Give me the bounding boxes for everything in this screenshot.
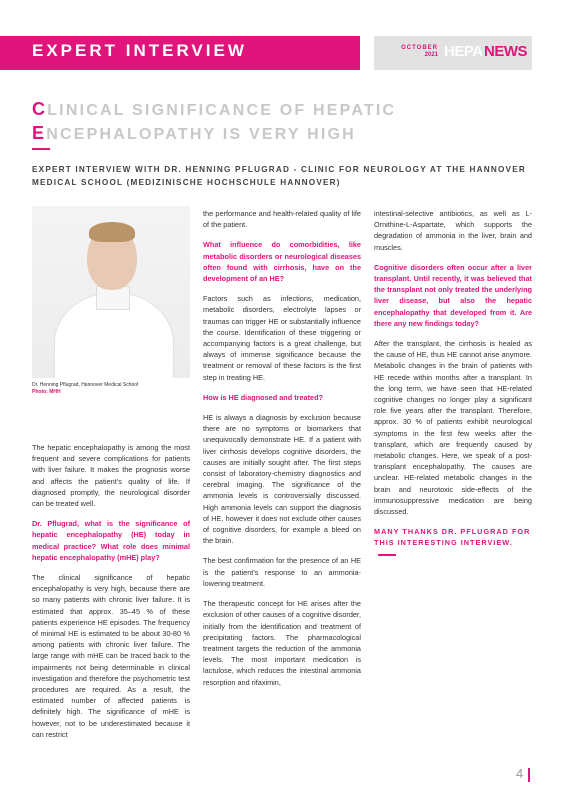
closing-thanks-text: MANY THANKS DR. PFLUGRAD FOR THIS INTERESTING INTERVIEW. [374, 527, 531, 548]
column-3 [374, 208, 532, 569]
interview-question: How is HE diagnosed and treated? [203, 392, 324, 402]
issue-month: OCTOBER [401, 45, 438, 51]
paragraph: HE is always a diagnosis by exclusion because there are no symptoms or biomarkers that unequivocally demonstrate HE. If a patient with liver cirrhosis develops cognitive disorders, the causes are initially sought after. The first steps consist of laboratory-chemistry diagnostics and cerebral imaging. The significance of the ammonia levels is controversially discussed. High ammonia levels can support the diagnosis of HE, however it does not exclude other causes of cognitive disorders, for example a bleed on the brain. [203, 413, 361, 546]
brand-news: NEWS [484, 43, 527, 60]
paragraph: The best confirmation for the presence of an HE is the patient’s response to an ammonia-lowering treatment. [203, 556, 361, 588]
photo-credit: Photo: MHH [32, 389, 61, 395]
column-2 [203, 208, 361, 697]
closing-rule [378, 554, 396, 556]
paragraph: The clinical significance of hepatic encephalopathy is very high, because there are so many patients with chronic liver failure. It is estimated that approx. 35–45 % of these patients experience HE episodes. The frequency of minimal HE is estimated to be about 30-80 % among patients with chronic liver failure. The large range with mHE can be traced back to the impairments not being determinable in clinical investigation and therefore the psychometric test procedures are required. As a result, the estimated number of affected patients is definitely high. The significance of mHE is however, not to be underestimated because it can restrict [32, 573, 190, 739]
photo-hair [89, 222, 135, 242]
paragraph: The therapeutic concept for HE arises after the exclusion of other causes of a cognitive disorder, initially from the identification and treatment of precipitating factors. The pharmacological treatment targets the reduction of the ammonia levels. The most important medication is lactulose, which reduces the intestinal ammonia resorption and rifaximin, [203, 599, 361, 687]
interview-question: What influence do comorbidities, like metabolic disorders or neurological diseases often found with cirrhosis, have on the development of an HE? [203, 240, 361, 284]
article-subheading: EXPERT INTERVIEW WITH DR. HENNING PFLUGRAD - CLINIC FOR NEUROLOGY AT THE HANNOVER MEDICAL SCHOOL (MEDIZINISCHE HOCHSCHULE HANNOVER) [32, 165, 526, 187]
paragraph: Factors such as infections, medication, metabolic disorders, electrolyte lapses or traumas can trigger HE or substantially influence the course. Identification of these triggering or accompanying factors is a great challenge, but always of immense significance because the treatment or removal of these factors is the first step in treating HE. [203, 294, 361, 382]
page-number-bar [528, 768, 530, 782]
portrait-photo [32, 206, 190, 378]
section-title: EXPERT INTERVIEW [32, 41, 247, 60]
photo-caption-text: Dr. Henning Pflugrad, Hannover Medical School [32, 382, 139, 388]
interview-question: Cognitive disorders often occur after a liver transplant. Until recently, it was believed that the transplant not only treated the underlying liver disease, but also the hepatic encephalopathy that developed from it. Are there any new findings today? [374, 262, 532, 328]
section-banner [0, 36, 360, 70]
page-number: 4 [516, 766, 524, 781]
title-line-1: LINICAL SIGNIFICANCE OF HEPATIC [47, 102, 397, 119]
title-rule [32, 148, 50, 150]
title-line-2: NCEPHALOPATHY IS VERY HIGH [46, 126, 356, 143]
brand-hepa: HEPA [444, 43, 483, 60]
photo-caption [32, 382, 138, 396]
column-1 [32, 442, 190, 749]
paragraph: the performance and health-related quality of life of the patient. [203, 209, 361, 230]
title-initial-1: C [32, 99, 48, 119]
paragraph: intestinal-selective antibiotics, as well as L-Ornithine-L-Aspartate, which supports the degradation of ammonia in the liver, brain and muscles. [374, 209, 532, 252]
article-title [32, 98, 522, 146]
closing-thanks [374, 526, 532, 560]
title-initial-2: E [32, 123, 47, 143]
interview-question: Dr. Pflugrad, what is the significance of hepatic encephalopathy (HE) today in medical practice? What role does minimal hepatic encephalopathy (mHE) play? [32, 519, 190, 562]
paragraph: After the transplant, the cirrhosis is healed as the cause of HE, thus HE cannot arise anymore. Metabolic changes in the brain of patients with HE recede within months after a transplant. In the long term, we have seen that HE-related cognitive changes no longer play a significant role five years after the transplant. Therefore, approx. 30 % of patients exhibit neurological symptoms in the first few weeks after the transplant, which are frequently caused by metabolic changes. Here, we speak of a post-transplant encephalopathy. The causes are unclear. HE-related metabolic changes in the brain and neurotoxic side-effects of the immunosuppressive medication are being discussed. [374, 339, 532, 517]
issue-year: 2021 [424, 52, 438, 58]
hepa-news-logo [374, 36, 532, 70]
paragraph: The hepatic encephalopathy is among the most frequent and severe complications for patients with liver failure. It makes the prognosis worse and affects the patient’s quality of life. If diagnosed promptly, the neurological disorder can be treated well. [32, 443, 190, 509]
